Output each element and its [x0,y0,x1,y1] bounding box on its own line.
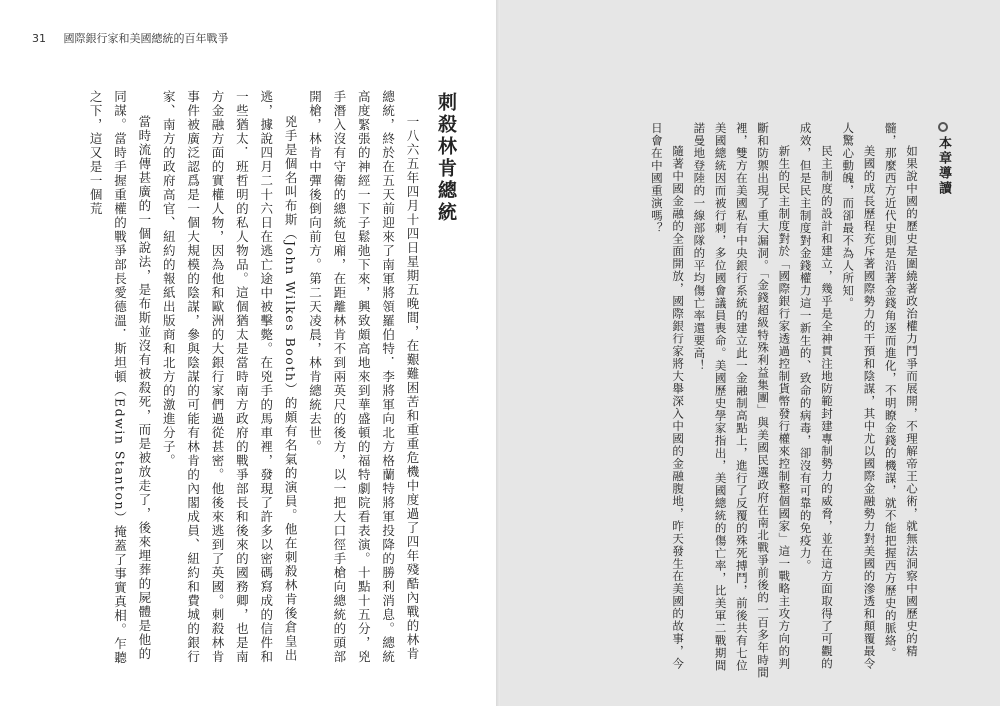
circle-bullet-icon [938,122,948,132]
page-number: 31 [32,32,46,45]
paragraph: 如果說中國的歷史是圍繞著政治權力鬥爭而展開，不理解帝王心術，就無法洞察中國歷史的精髓，那麼西方近代史則是沿著金錢角逐而進化，不明瞭金錢的機謀，就不能把握西方歷史的脈絡。 [883,122,919,660]
paragraph: 當時流傳甚廣的一個說法，是布斯並沒有被殺死，而是被放走了，後來埋葬的屍體是他的同謀。當時手握重權的戰爭部長愛德溫．斯坦頓（Edwin Stanton）掩蓋了事實真相。乍聽之下，這又是一個荒 [88,90,152,666]
paragraph: 一八六五年四月十四日星期五晚間，在艱難困苦和重重危機中度過了四年殘酷內戰的林肯總統，終於在五天前迎來了南軍將領羅伯特．李將軍向北方格蘭特將軍投降的勝利消息。總統高度緊張的神經一下子鬆弛下來，興致頗高地來到華盛頓的福特劇院看表演。十點十五分，兇手潛入沒有守衛的總統包廂，在距離林肯不到兩英尺的後方，以一把大口徑手槍向總統的頭部開槍，林肯中彈後倒向前方。第二天凌晨，林肯總統去世。 [307,90,420,664]
paragraph: 新生的民主制度對於「國際銀行家透過控制貨幣發行權來控制整個國家」這一戰略主攻方向的判斷和防禦出現了重大漏洞。「金錢超級特殊利益集團」與美國民選政府在南北戰爭前後的一百多年時間裡，雙方在美國私有中央銀行系統的建立此一金融制高點上，進行了反覆的殊死搏鬥，前後共有七位美國總統因而被行刺，多位國會議員喪命。美國歷史學家指出，美國總統的傷亡率，比美軍二戰期間諾曼地登陸的一線部隊的平均傷亡率還要高！ [692,122,792,679]
running-header [32,30,229,46]
paragraph: 兇手是個名叫布斯（John Wilkes Booth）的頗有名氣的演員。他在刺殺林肯後倉皇出逃，據說四月二十六日在逃亡途中被擊斃。在兇手的馬車裡，發現了許多以密碼寫成的信件和一些猶太．班哲明的私人物品。這個猶太是當時南方政府的戰爭部長和後來的國務卿，也是南方金融方面的實權人物，因為他和歐洲的大銀行家們過從甚密。他後來逃到了英國。刺殺林肯事件被廣泛認爲是一個大規模的陰謀，參與陰謀的可能有林肯的內閣成員、紐約和費城的銀行家、南方的政府高官、紐約的報紙出版商和北方的激進分子。 [161,90,299,664]
chapter-intro-title [931,122,956,196]
chapter-intro-text [646,122,922,682]
paragraph: 隨著中國金融的全面開放，國際銀行家將大舉深入中國的金融腹地，昨天發生在美國的故事，今日會在中國重演嗎？ [649,122,686,670]
chapter-intro-title-text: 本章導讀 [936,136,951,196]
paragraph: 美國的成長歷程充斥著國際勢力的干預和陰謀，其中尤以國際金融勢力對美國的滲透和顛覆最令人驚心動魄，而卻最不為人所知。 [841,122,877,670]
running-title: 國際銀行家和美國總統的百年戰爭 [63,32,229,45]
section-title: 刺殺林肯總統 [435,92,457,224]
left-body-text [83,90,424,670]
chapter-intro [646,122,956,682]
paragraph: 民主制度的設計和建立，幾乎是全神貫注地防範封建專制勢力的威脅，並在這方面取得了可觀的成效，但是民主制度對金錢權力這一新生的、致命的病毒，卻沒有可靠的免疫力。 [798,122,834,670]
